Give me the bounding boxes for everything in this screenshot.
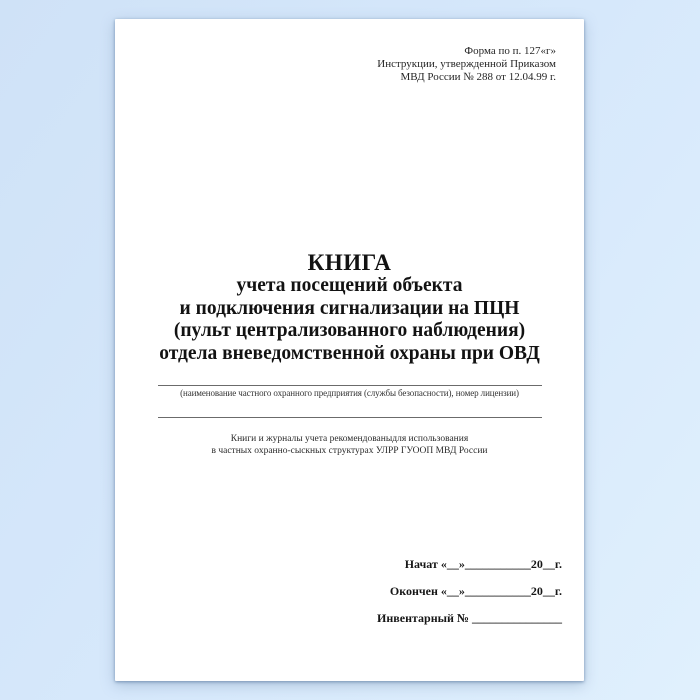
recommendation-note (115, 433, 584, 457)
name-field-caption: (наименование частного охранного предприятия (службы безопасности), номер лицензии) (180, 388, 519, 398)
name-field-line-top (158, 385, 542, 386)
inventory-number-line: Инвентарный № _______________ (377, 611, 562, 625)
end-date-line: Окончен «__»___________20__г. (389, 584, 562, 598)
fill-in-block (377, 557, 562, 638)
document-page (115, 19, 584, 681)
document-title-line: отдела вневедомственной охраны при ОВД (159, 342, 540, 364)
name-field-line-bottom (158, 417, 542, 418)
form-note-line: Форма по п. 127«г» (464, 45, 556, 57)
document-title-block (115, 250, 584, 365)
form-note-line: Инструкции, утвержденной Приказом (377, 58, 556, 70)
document-title-line: (пульт централизованного наблюдения) (173, 320, 526, 341)
start-date-line: Начат «__»___________20__г. (404, 557, 562, 571)
recommendation-line: Книги и журналы учета рекомендованыдля использования (230, 434, 469, 444)
document-title-heading: КНИГА (307, 250, 392, 275)
document-title-line: и подключения сигнализации на ПЦН (179, 297, 520, 319)
form-reference-note (377, 45, 556, 84)
form-note-line: МВД России № 288 от 12.04.99 г. (400, 71, 556, 83)
document-title-line: учета посещений объекта (236, 275, 463, 296)
recommendation-line: в частных охранно-сыскных структурах УЛРР ГУООП МВД России (211, 446, 488, 456)
